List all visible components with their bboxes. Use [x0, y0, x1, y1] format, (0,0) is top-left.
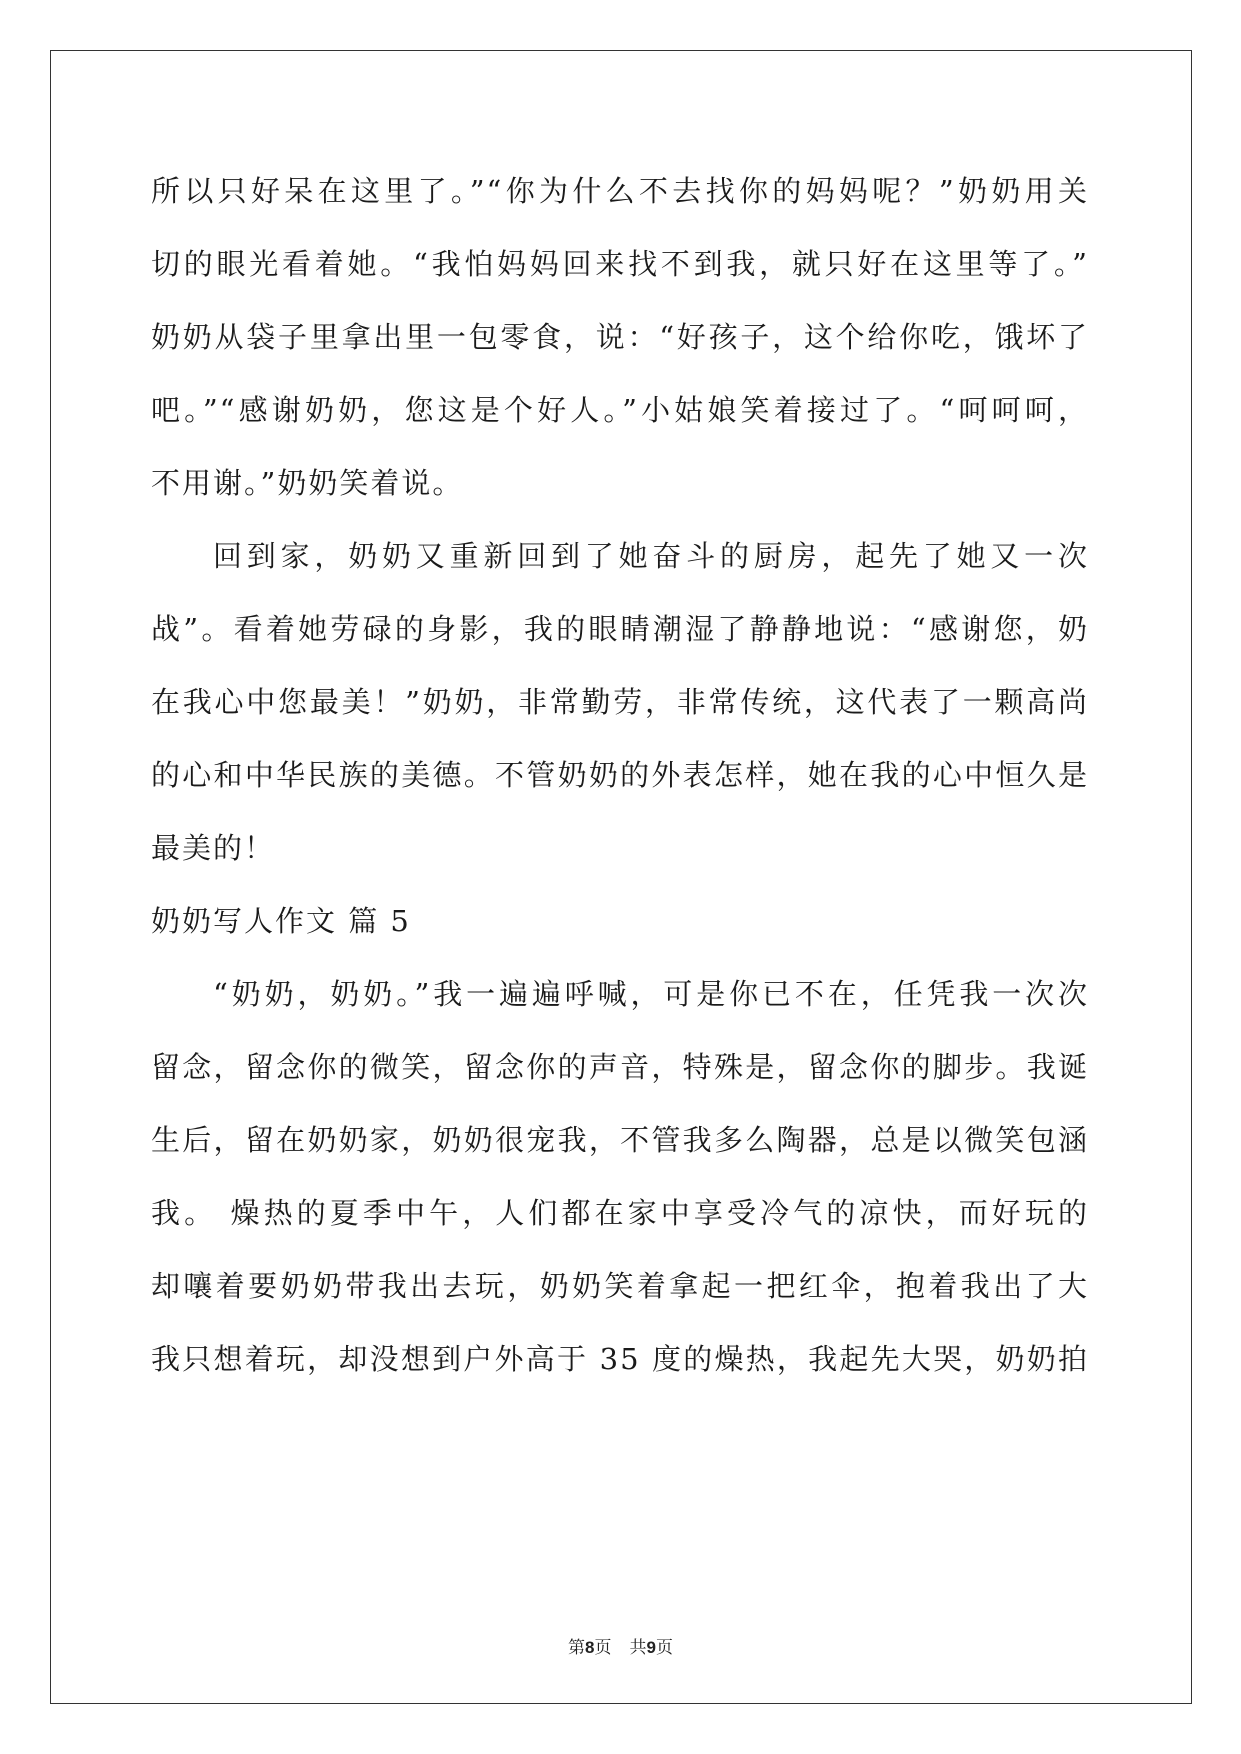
text-line: 战”。看着她劳碌的身影，我的眼睛潮湿了静静地说：“感谢您，奶 [151, 612, 1089, 646]
text-line: 最美的！ [151, 831, 276, 865]
text-line: 切的眼光看着她。“我怕妈妈回来找不到我，就只好在这里等了。” [151, 247, 1089, 281]
footer-total-suffix: 页 [655, 1638, 673, 1658]
text-line: 留念，留念你的微笑，留念你的声音，特殊是，留念你的脚步。我诞 [151, 1050, 1089, 1084]
text-line: 在我心中您最美！”奶奶，非常勤劳，非常传统，这代表了一颗高尚 [151, 685, 1089, 719]
text-line: 回到家，奶奶又重新回到了她奋斗的厨房，起先了她又一次 [213, 539, 1089, 573]
text-line: 所以只好呆在这里了。”“你为什么不去找你的妈妈呢？”奶奶用关 [151, 174, 1089, 208]
footer-total-prefix: 共 [629, 1638, 647, 1658]
text-line: 却嚷着要奶奶带我出去玩，奶奶笑着拿起一把红伞，抱着我出了大 [151, 1269, 1089, 1303]
text-line: 我只想着玩，却没想到户外高于 35 度的燥热，我起先大哭，奶奶拍 [151, 1342, 1089, 1376]
text-line: 不用谢。”奶奶笑着说。 [151, 466, 464, 500]
paragraph-1 [151, 155, 1089, 520]
text-line: 生后，留在奶奶家，奶奶很宠我，不管我多么陶器，总是以微笑包涵 [151, 1123, 1089, 1157]
current-page-number: 8 [585, 1638, 595, 1657]
text-line: “奶奶，奶奶。”我一遍遍呼喊，可是你已不在，任凭我一次次 [213, 977, 1089, 1011]
paragraph-3 [151, 958, 1089, 1396]
text-line: 吧。”“感谢奶奶，您这是个好人。”小姑娘笑着接过了。“呵呵呵， [151, 393, 1089, 427]
footer-prefix: 第 [568, 1638, 586, 1658]
paragraph-2 [151, 520, 1089, 885]
text-line: 的心和中华民族的美德。不管奶奶的外表怎样，她在我的心中恒久是 [151, 758, 1089, 792]
total-pages-number: 9 [646, 1638, 656, 1657]
document-body [151, 155, 1089, 1396]
text-line: 我。 燥热的夏季中午，人们都在家中享受冷气的凉快，而好玩的 [151, 1196, 1089, 1230]
page-footer [0, 1633, 1241, 1658]
footer-page-word: 页 [594, 1638, 612, 1658]
text-line: 奶奶从袋子里拿出里一包零食，说：“好孩子，这个给你吃，饿坏了 [151, 320, 1089, 354]
section-heading: 奶奶写人作文 篇 5 [151, 904, 411, 938]
